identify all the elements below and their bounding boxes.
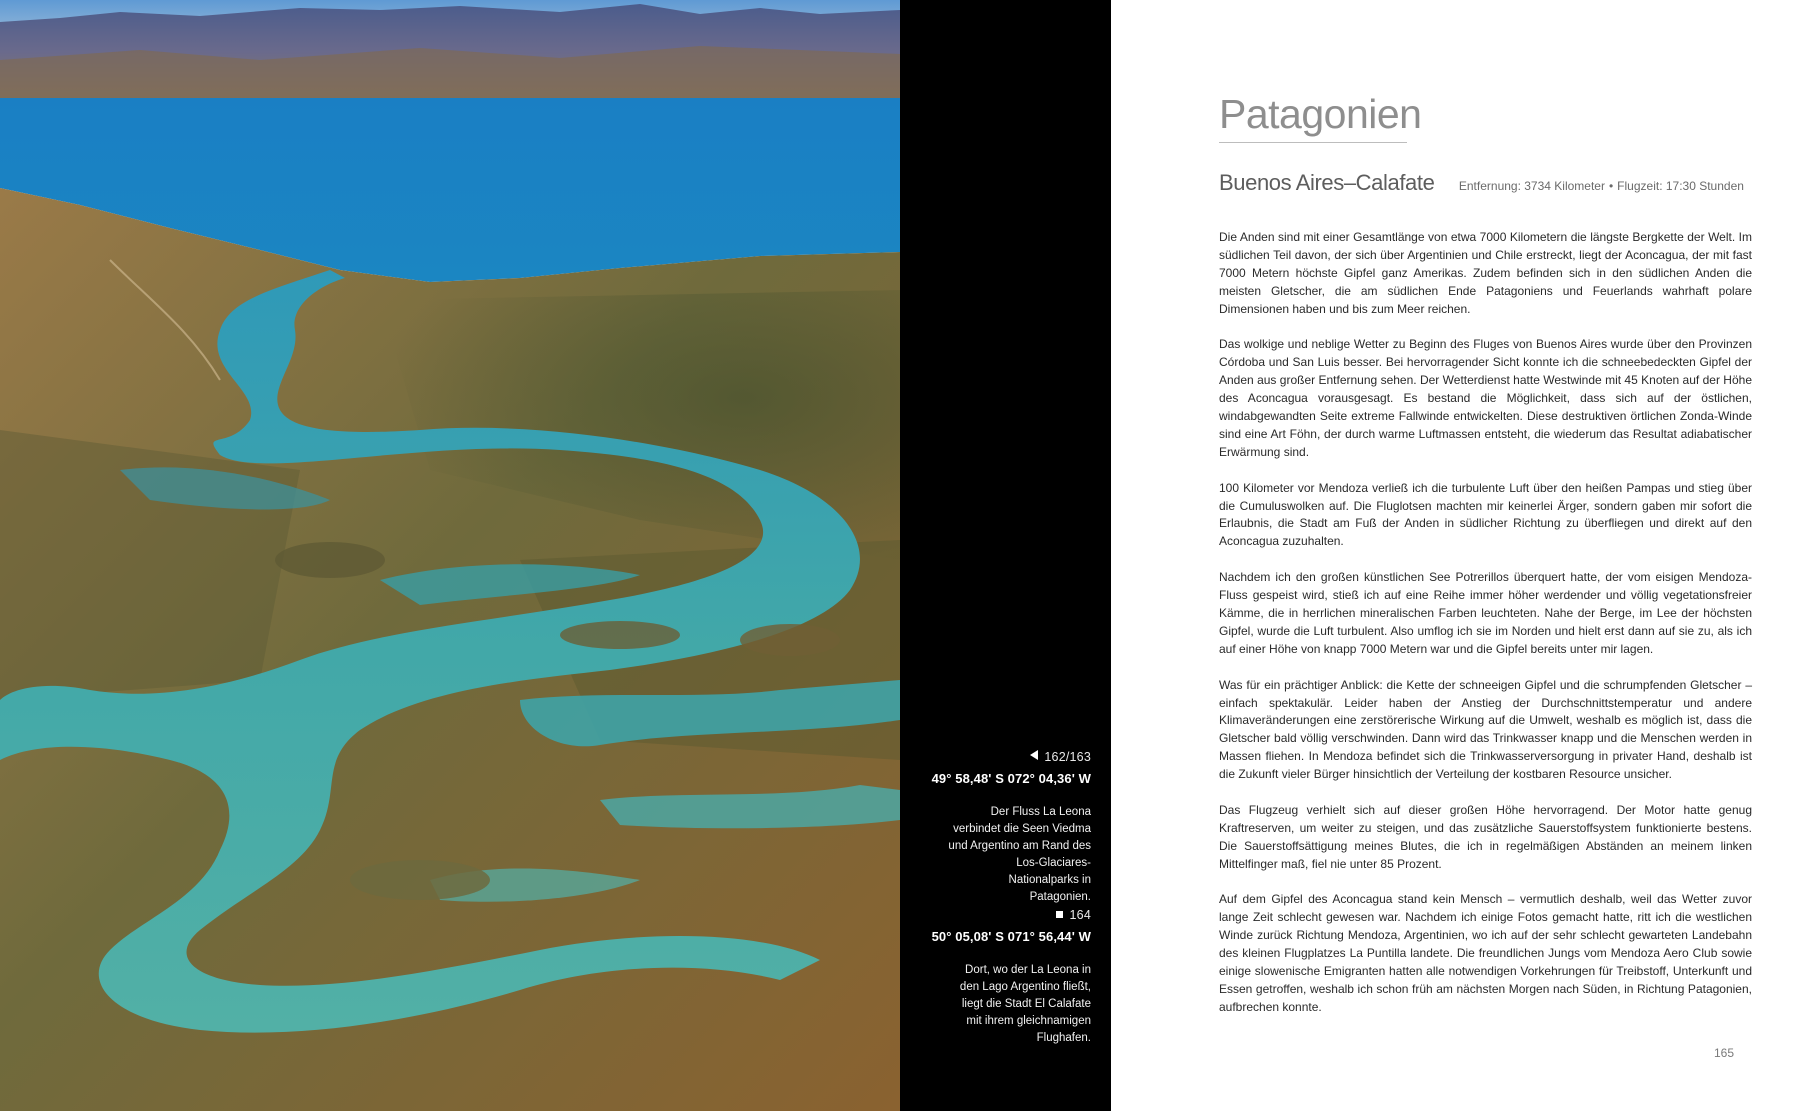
square-icon — [1056, 911, 1063, 918]
paragraph: Das wolkige und neblige Wetter zu Beginn des Fluges von Buenos Aires wurde über den Provinzen Córdoba und San Luis besser. Bei hervorragender Sicht konnte ich die schneebedeckten Gipfel der Anden aus großer Entfernung sehen. Der Wetterdienst hatte Westwinde mit 45 Knoten auf der Höhe des Aconcagua vorausgesagt. Es bestand die Möglichkeit, dass sich auf der östlichen, windabgewandten Seite extreme Fallwinde entwickelten. Diese destruktiven örtlichen Zonda-Winde sind eine Art Föhn, der durch warme Luftmassen entsteht, die wiederum das Resultat adiabatischer Erwärmung sind. — [1219, 337, 1752, 459]
left-arrow-icon — [1030, 750, 1038, 760]
route-header — [1219, 170, 1744, 196]
caption-coordinates: 50° 05,08' S 071° 56,44' W — [931, 929, 1091, 944]
caption-coordinates: 49° 58,48' S 072° 04,36' W — [931, 771, 1091, 786]
caption-block-2 — [932, 908, 1091, 1047]
route-name: Buenos Aires–Calafate — [1219, 170, 1435, 195]
caption-block-1 — [932, 750, 1091, 906]
separator-dot: • — [1608, 179, 1614, 193]
caption-page-ref: 162/163 — [932, 750, 1091, 764]
article-body — [1219, 229, 1752, 1035]
caption-text: Dort, wo der La Leona in den Lago Argentino fließt, liegt die Stadt El Calafate mit ihrem gleichnamigen Flughafen. — [959, 964, 1091, 1044]
page-number: 165 — [1713, 1046, 1734, 1060]
paragraph: 100 Kilometer vor Mendoza verließ ich die turbulente Luft über den heißen Pampas und stieg über die Cumuluswolken auf. Die Fluglotsen machten mir keinerlei Ärger, sondern gaben mir sofort die Erlaubnis, die Stadt am Fuß der Anden in südlicher Richtung zu überfliegen und direkt auf den Aconcagua zuzuhalten. — [1219, 480, 1752, 549]
paragraph: Nachdem ich den großen künstlichen See Potrerillos überquert hatte, der vom eisigen Mendoza-Fluss gespeist wird, stieß ich auf eine Reihe immer höher werdender und völlig vegetationsfreier Kämme, die in herrlichen mineralischen Farben leuchteten. Nahe der Berge, im Lee der höchsten Gipfel, wurde die Luft turbulent. Also umflog ich sie im Norden und hielt erst dann auf sie zu, als ich auf einer Höhe von knapp 7000 Metern war und die Gipfel bereits unter mir lagen. — [1219, 570, 1752, 656]
text-page — [1111, 0, 1800, 1111]
paragraph: Was für ein prächtiger Anblick: die Kette der schneeigen Gipfel und die schrumpfenden Gletscher – einfach spektakulär. Leider haben der Anstieg der Durchschnittstemperatur und andere Klimaveränderungen eine zerstörerische Wirkung auf die Umwelt, weshalb es möglich ist, dass die Gletscher bald völlig verschwinden. Dann wird das Trinkwasser knapp und die Menschen werden in Massen fliehen. In Mendoza befindet sich die Trinkwasserversorgung in privater Hand, deshalb ist die Zukunft vieler Bürger hinsichtlich der Verteilung der kostbaren Resource unsicher. — [1219, 677, 1752, 782]
route-meta — [1459, 179, 1744, 193]
paragraph: Auf dem Gipfel des Aconcagua stand kein Mensch – vermutlich deshalb, weil das Wetter zuvor lange Zeit schlecht gewesen war. Nachdem ich einige Fotos gemacht hatte, ritt ich die westlichen Winde zurück Richtung Mendoza, Argentinien, wo ich auf der sehr schlecht gewarteten Landebahn des kleinen Flugplatzes La Puntilla landete. Die freundlichen Jungs vom Mendoza Aero Club sowie einige slowenische Emigranten hatten alle notwendigen Vorkehrungen für Treibstoff, Unterkunft und Essen getroffen, weshalb ich schon früh am nächsten Morgen nach Süden, in Richtung Patagonien, aufbrechen konnte. — [1219, 892, 1752, 1014]
caption-page-ref: 164 — [932, 908, 1091, 922]
route-flight-time: Flugzeit: 17:30 Stunden — [1617, 179, 1744, 193]
paragraph: Die Anden sind mit einer Gesamtlänge von etwa 7000 Kilometern die längste Bergkette der Welt. Im südlichen Teil davon, der sich über Argentinien und Chile erstreckt, liegt der Aconcagua, der mit fast 7000 Metern höchste Gipfel ganz Amerikas. Zudem befinden sich in den südlichen Anden die meisten Gletscher, die am südlichen Ende Patagoniens und Feuerlands wahrhaft polare Dimensionen haben und bis zum Meer reichen. — [1219, 230, 1752, 316]
page-title: Patagonien — [1219, 91, 1422, 137]
paragraph: Das Flugzeug verhielt sich auf dieser großen Höhe hervorragend. Der Motor hatte genug Kraftreserven, um weiter zu steigen, und das zusätzliche Sauerstoffsystem funktionierte bestens. Die Sauerstoffsättigung meines Blutes, die ich in regelmäßigen Abständen an meinem linken Mittelfinger maß, fiel nie unter 85 Prozent. — [1219, 802, 1752, 871]
title-underline — [1219, 142, 1407, 143]
caption-text: Der Fluss La Leona verbindet die Seen Viedma und Argentino am Rand des Los-Glaciares-Nationalparks in Patagonien. — [948, 806, 1091, 903]
route-distance: Entfernung: 3734 Kilometer — [1458, 179, 1605, 193]
caption-column — [900, 0, 1111, 1111]
